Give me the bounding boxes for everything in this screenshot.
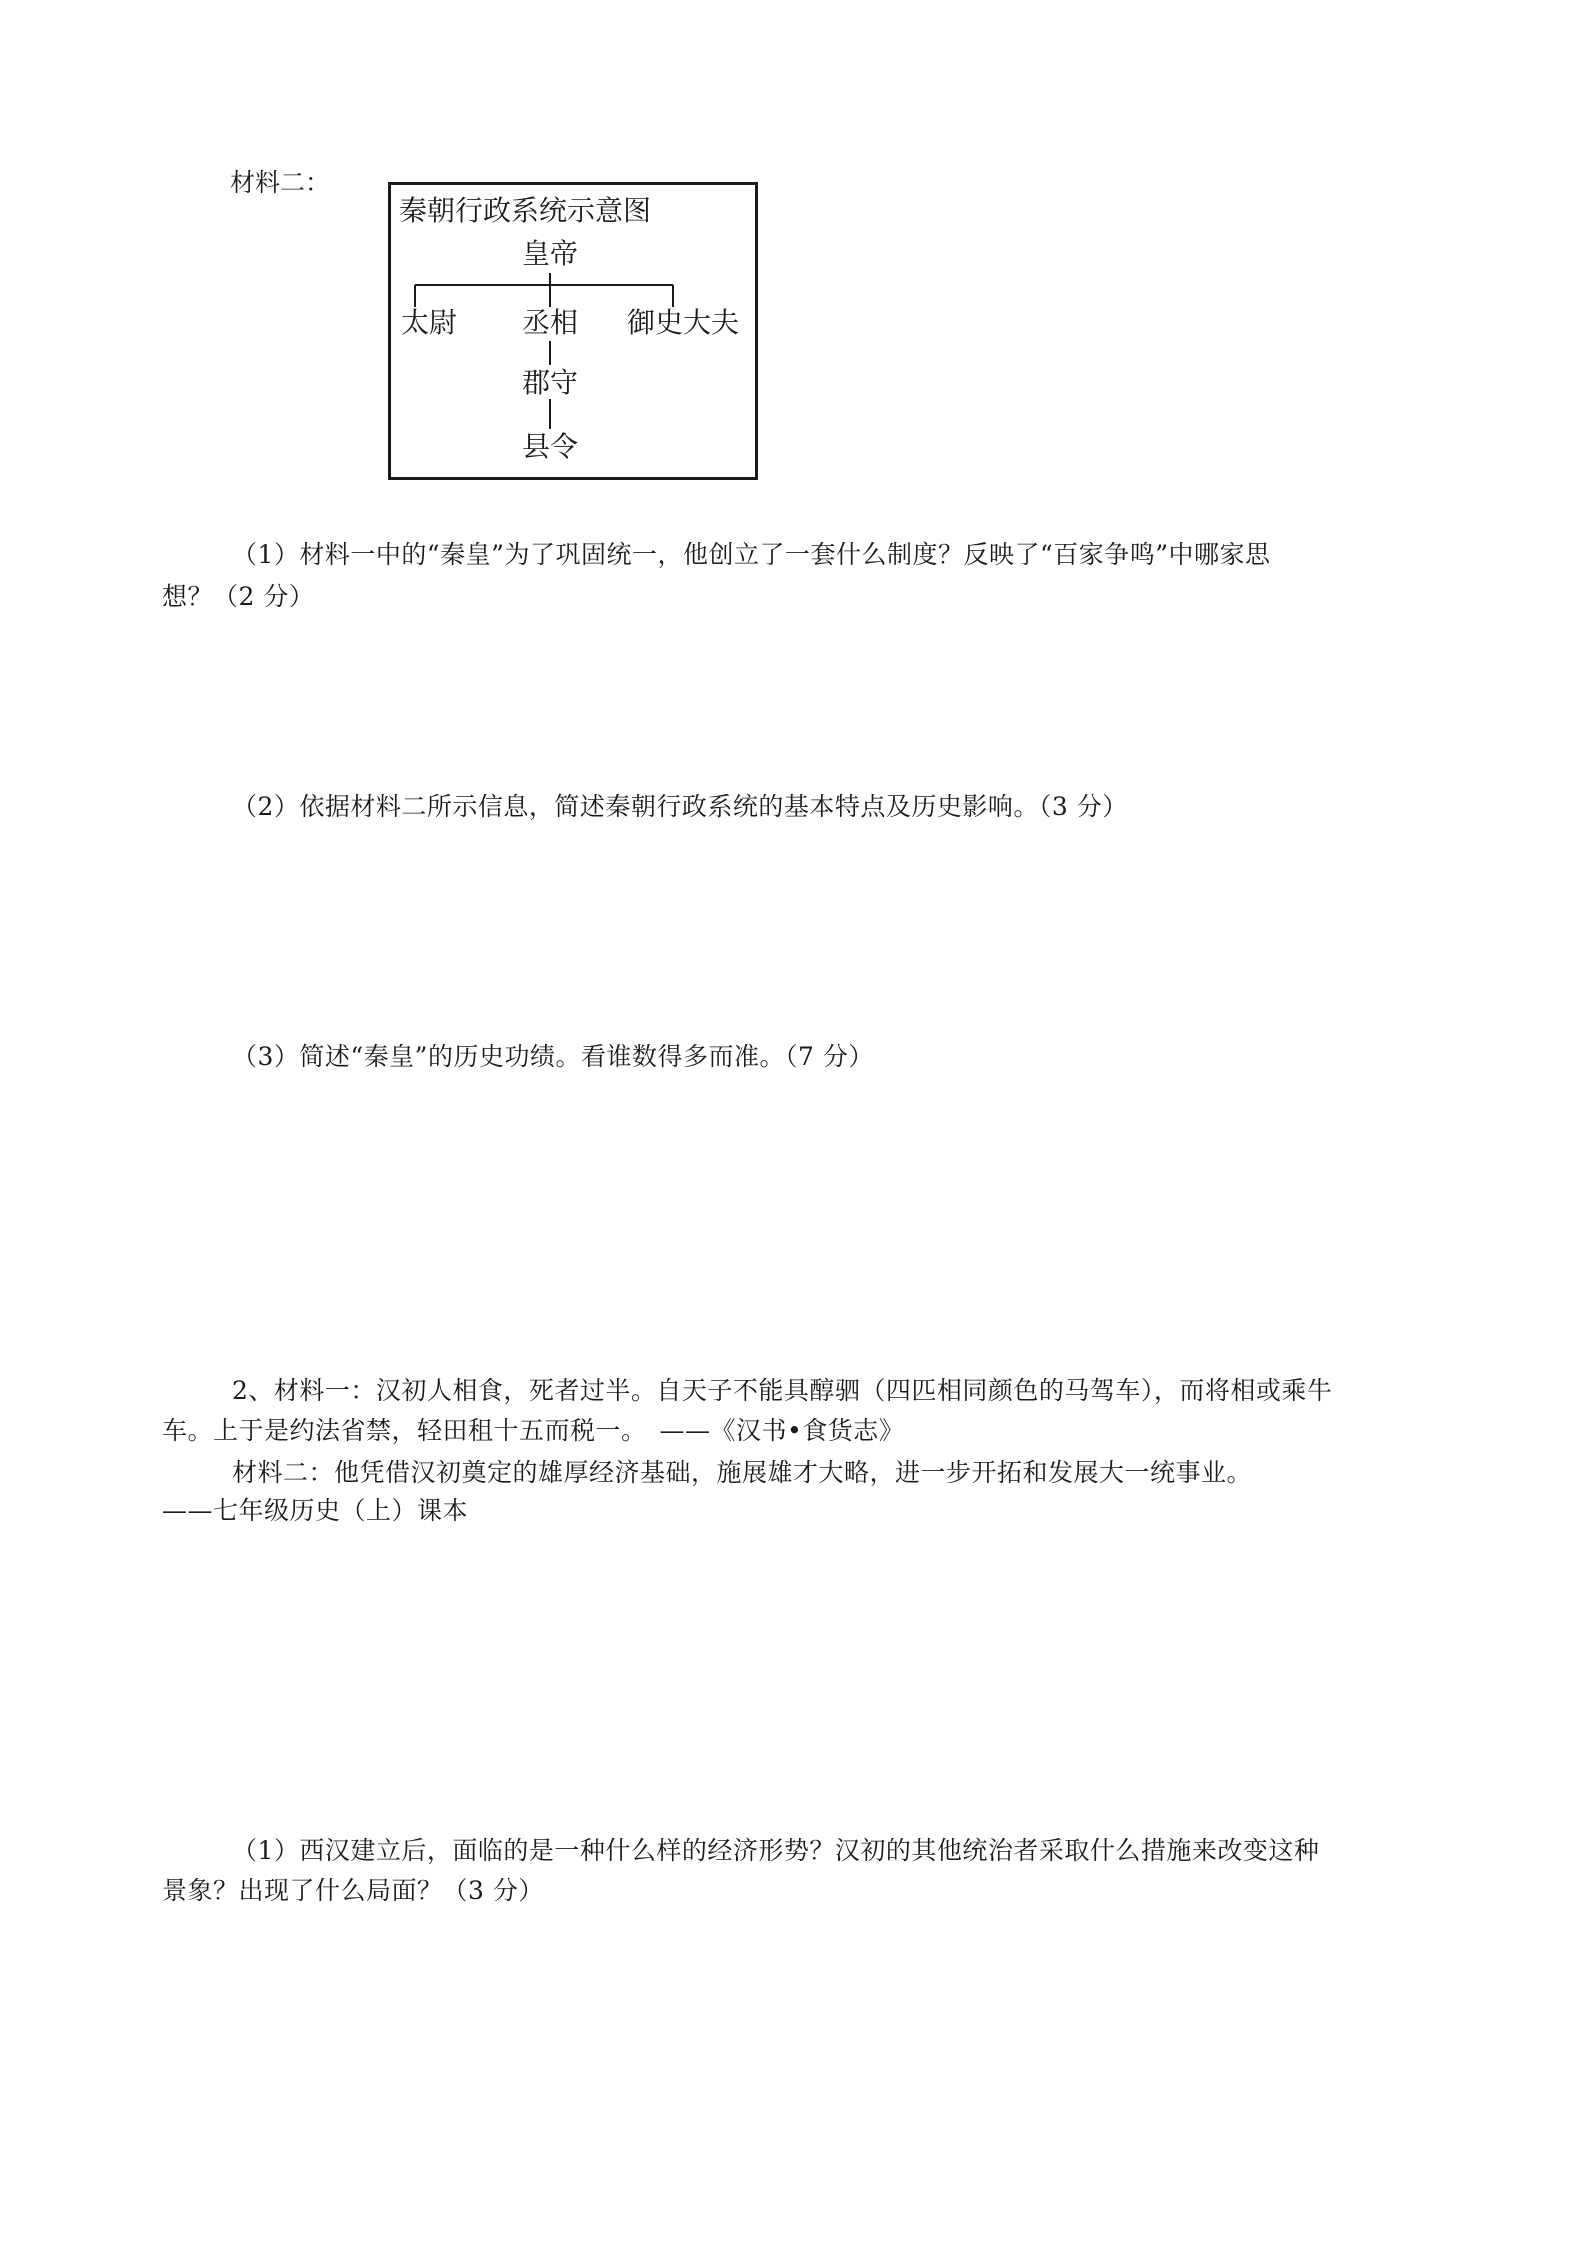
section-2-material-2-source: ——七年级历史（上）课本 [162, 1496, 469, 1525]
section-2-material-1-line-2: 车。上于是约法省禁，轻田租十五而税一。 ——《汉书•食货志》 [162, 1416, 905, 1445]
qin-administration-diagram [388, 182, 758, 480]
diagram-title: 秦朝行政系统示意图 [399, 194, 652, 227]
node-taiwei: 太尉 [401, 306, 458, 339]
question-2: （2）依据材料二所示信息，简述秦朝行政系统的基本特点及历史影响。（3 分） [232, 792, 1128, 821]
node-chancellor: 丞相 [522, 306, 579, 339]
section-2-question-1-line-1: （1）西汉建立后，面临的是一种什么样的经济形势？汉初的其他统治者采取什么措施来改变这种 [232, 1836, 1320, 1865]
question-3: （3）简述“秦皇”的历史功绩。看谁数得多而准。（7 分） [232, 1042, 874, 1071]
section-2-material-2: 材料二：他凭借汉初奠定的雄厚经济基础，施展雄才大略，进一步开拓和发展大一统事业。 [232, 1458, 1253, 1487]
question-1-line-2: 想？（2 分） [162, 582, 315, 611]
section-2-material-1-line-1: 2、材料一：汉初人相食，死者过半。自天子不能具醇驷（四匹相同颜色的马驾车），而将相或乘牛 [232, 1376, 1333, 1405]
node-county: 县令 [522, 430, 579, 463]
material-2-label: 材料二： [230, 168, 331, 197]
node-censor: 御史大夫 [627, 306, 740, 339]
question-1-line-1: （1）材料一中的“秦皇”为了巩固统一，他创立了一套什么制度？反映了“百家争鸣”中哪家思 [232, 540, 1271, 569]
node-commandery: 郡守 [522, 366, 579, 399]
section-2-question-1-line-2: 景象？出现了什么局面？（3 分） [162, 1876, 544, 1905]
node-emperor: 皇帝 [522, 237, 579, 270]
